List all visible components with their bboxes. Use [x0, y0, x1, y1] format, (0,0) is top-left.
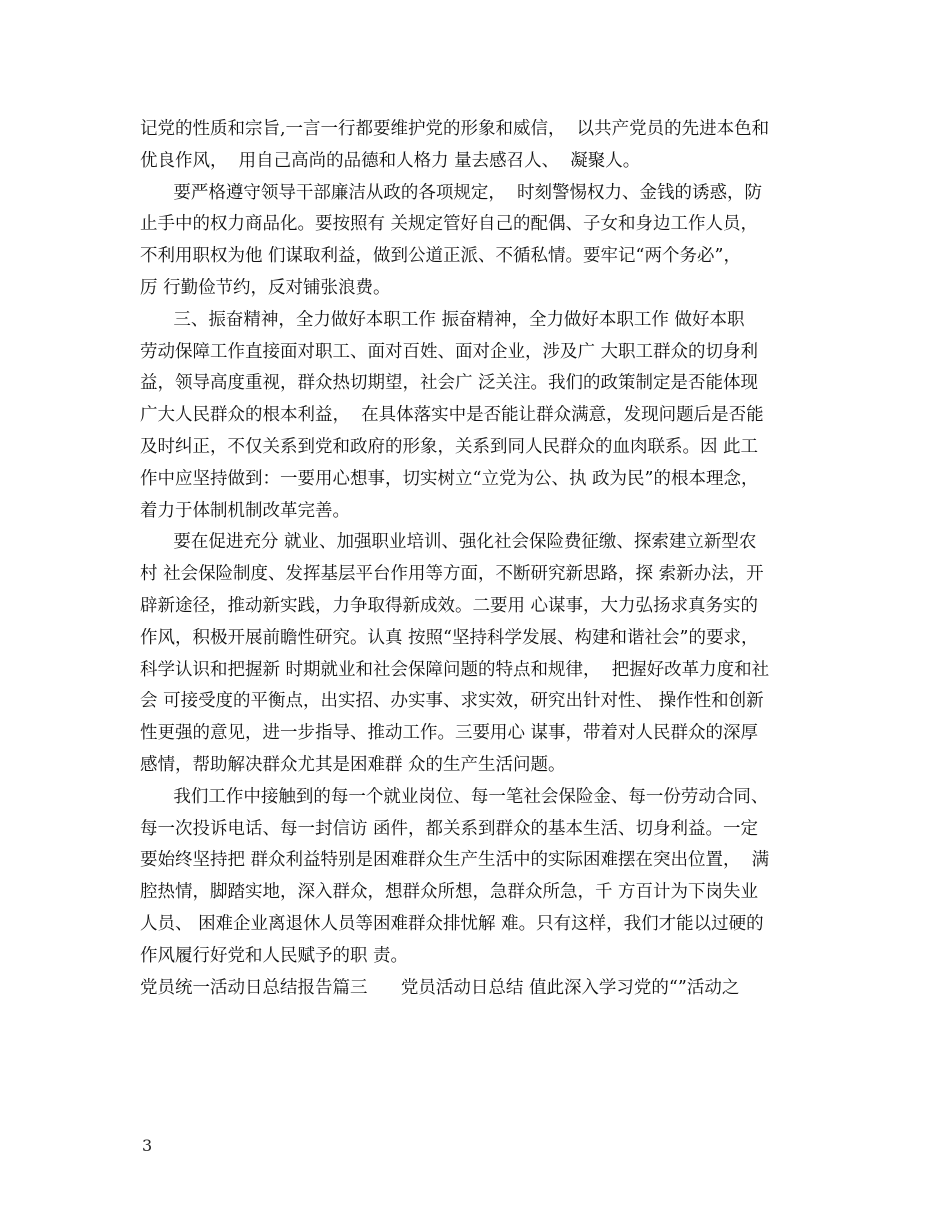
document-body [140, 114, 830, 1004]
text-line: 作风，积极开展前瞻性研究。认真 按照“坚持科学发展、构建和谐社会”的要求， [140, 627, 759, 648]
text-line: 作中应坚持做到：一要用心想事，切实树立“立党为公、执 政为民”的根本理念， [140, 468, 759, 489]
text-line: 辟新途径，推动新实践，力争取得新成效。二要用 心谋事，大力弘扬求真务实的 [140, 595, 759, 616]
text-line: 厉 行勤俭节约，反对铺张浪费。 [140, 277, 391, 298]
text-line: 要在促进充分 就业、加强职业培训、强化社会保险费征缴、探索建立新型农 [140, 532, 757, 553]
text-line: 优良作风， 用自己高尚的品德和人格力 量去感召人、 凝聚人。 [140, 150, 641, 171]
text-line: 及时纠正，不仅关系到党和政府的形象，关系到同人民群众的血肉联系。因 此工 [140, 436, 759, 457]
text-line: 腔热情，脚踏实地，深入群众，想群众所想，急群众所急，千 方百计为下岗失业 [140, 882, 759, 903]
text-line: 人员、 困难企业离退休人员等困难群众排忧解 难。只有这样，我们才能以过硬的 [140, 913, 764, 934]
text-line: 要始终坚持把 群众利益特别是困难群众生产生活中的实际困难摆在突出位置， 满 [140, 850, 770, 871]
text-line: 劳动保障工作直接面对职工、面对百姓、面对企业，涉及广 大职工群众的切身利 [140, 341, 759, 362]
text-line: 感情，帮助解决群众尤其是困难群 众的生产生活问题。 [140, 754, 566, 775]
text-line: 三、振奋精神，全力做好本职工作 振奋精神，全力做好本职工作 做好本职 [140, 309, 745, 330]
text-line: 着力于体制机制改革完善。 [140, 500, 350, 521]
page-number: 3 [142, 1136, 153, 1155]
text-line: 益，领导高度重视，群众热切期望，社会广 泛关注。我们的政策制定是否能体现 [140, 373, 759, 394]
text-line: 村 社会保险制度、发挥基层平台作用等方面，不断研究新思路，探 索新办法，开 [140, 564, 764, 585]
text-line: 我们工作中接触到的每一个就业岗位、每一笔社会保险金、每一份劳动合同、 [140, 786, 769, 807]
text-line: 不利用职权为他 们谋取利益，做到公道正派、不循私情。要牢记“两个务必”， [140, 246, 741, 267]
text-line: 广大人民群众的根本利益， 在具体落实中是否能让群众满意，发现问题后是否能 [140, 405, 764, 426]
text-line: 性更强的意见，进一步指导、推动工作。三要用心 谋事，带着对人民群众的深厚 [140, 723, 759, 744]
text-line: 记党的性质和宗旨,一言一行都要维护党的形象和威信， 以共产党员的先进本色和 [140, 119, 770, 139]
text-line: 止手中的权力商品化。要按照有 关规定管好自己的配偶、子女和身边工作人员， [140, 214, 759, 235]
text-line: 会 可接受度的平衡点，出实招、办实事、求实效，研究出针对性、 操作性和创新 [140, 691, 764, 712]
text-line: 每一次投诉电话、每一封信访 函件，都关系到群众的基本生活、切身利益。一定 [140, 818, 759, 839]
text-line: 科学认识和把握新 时期就业和社会保障问题的特点和规律， 把握好改革力度和社 [140, 659, 770, 680]
text-line: 要严格遵守领导干部廉洁从政的各项规定， 时刻警惕权力、金钱的诱惑，防 [140, 182, 762, 203]
text-line: 党员统一活动日总结报告篇三 党员活动日总结 值此深入学习党的“”活动之 [140, 977, 740, 998]
text-line: 作风履行好党和人民赋予的职 责。 [140, 945, 409, 966]
